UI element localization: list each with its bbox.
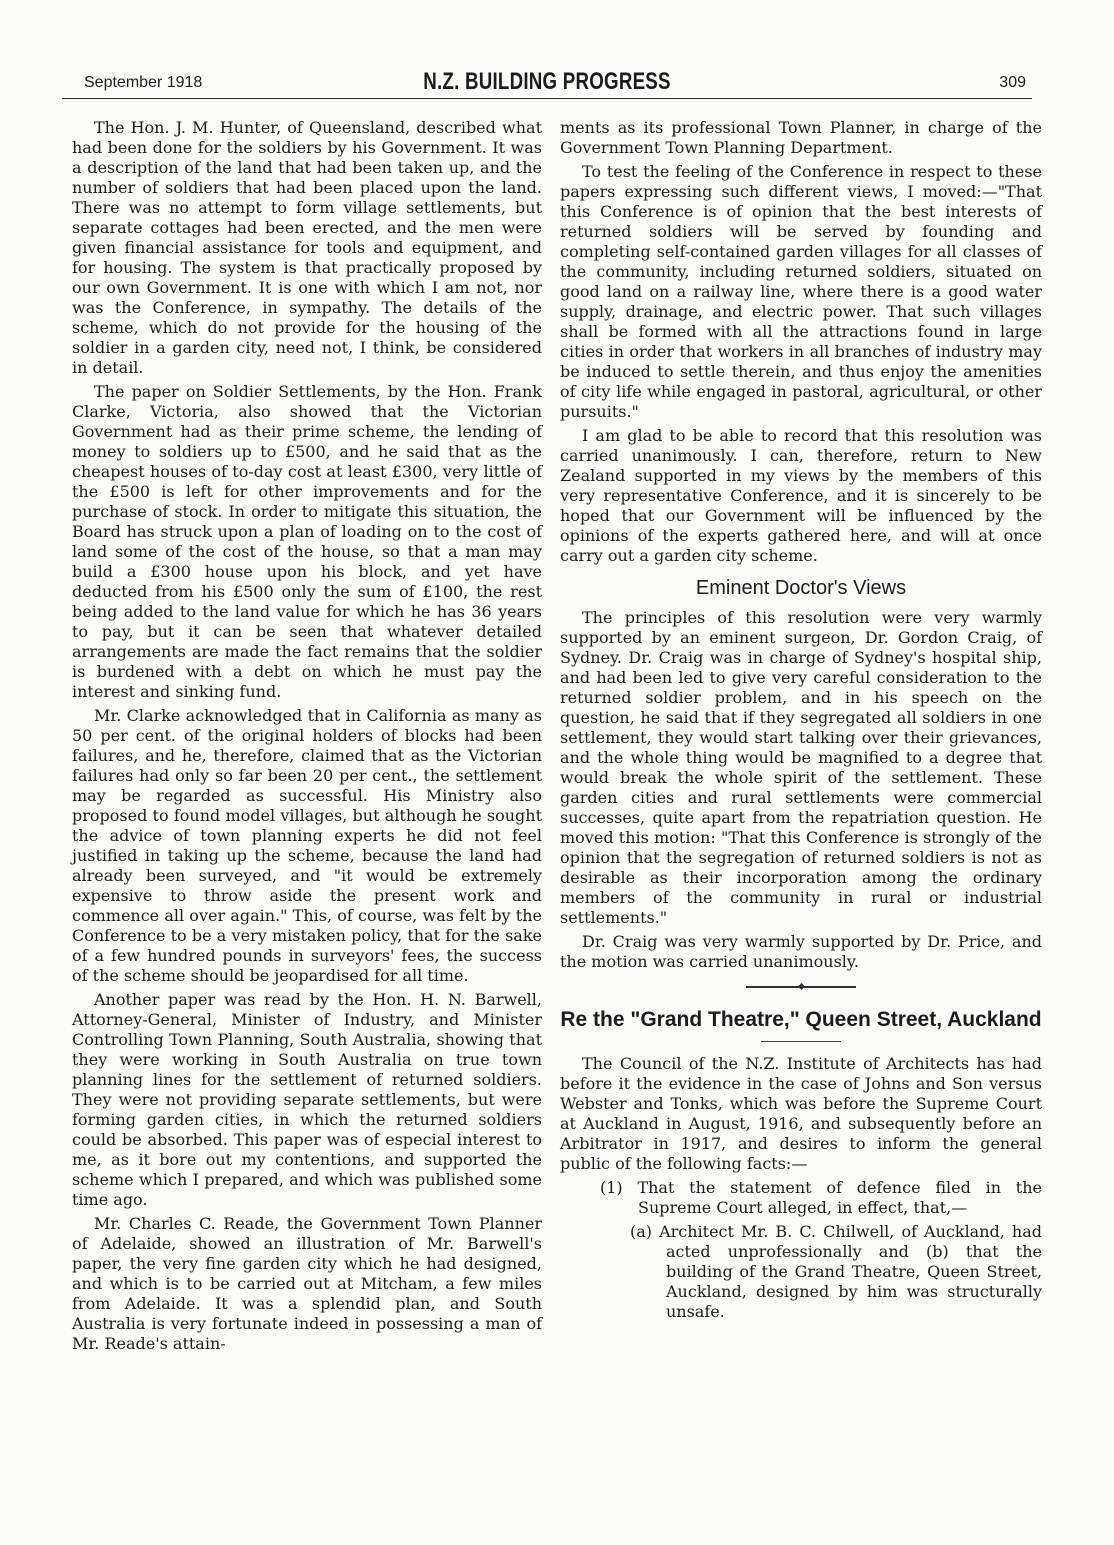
publication-title: N.Z. BUILDING PROGRESS bbox=[423, 68, 671, 95]
paragraph: To test the feeling of the Conference in respect to these papers expressing such different views, I moved:—"That this Conference is of opinion that the best interests of returned soldiers will be served by founding and completing self-contained garden villages for all classes of the community, including returned soldiers, situated on good land on a railway line, where there is a good water supply, drainage, and electric power. That such villages shall be formed with all the attractions found in large cities in order that workers in all branches of industry may be induced to settle therein, and thus enjoy the amenities of city life while engaged in pastoral, agricultural, or other pursuits." bbox=[560, 162, 1042, 421]
right-column bbox=[560, 118, 1042, 1322]
paragraph: Dr. Craig was very warmly supported by Dr. Price, and the motion was carried unanimously. bbox=[560, 932, 1042, 971]
paragraph-continuation: ments as its professional Town Planner, in charge of the Government Town Planning Department. bbox=[560, 118, 1042, 157]
issue-date: September 1918 bbox=[84, 74, 203, 91]
paragraph: The Hon. J. M. Hunter, of Queensland, described what had been done for the soldiers by his Government. It was a description of the land that had been taken up, and the number of soldiers that had been placed upon the land. There was no attempt to form village settlements, but separate cottages had been erected, and the men were given financial assistance for tools and equipment, and for housing. The system is that practically proposed by our own Government. It is one with which I am not, nor was the Conference, in sympathy. The details of the scheme, which do not provide for the housing of the soldier in a garden city, need not, I think, be considered in detail. bbox=[72, 118, 542, 377]
list-item: (1) That the statement of defence filed in the Supreme Court alleged, in effect, that,— bbox=[600, 1177, 1042, 1217]
page-header bbox=[62, 68, 1032, 99]
paragraph: The paper on Soldier Settlements, by the Hon. Frank Clarke, Victoria, also showed that the Victorian Government had as their prime scheme, the lending of money to soldiers up to £500, and he said that as the cheapest houses of to-day cost at least £300, very little of the £500 is left for other improvements and for the purchase of stock. In order to mitigate this situation, the Board has struck upon a plan of loading on to the cost of land some of the cost of the house, so that a man may build a £300 house upon his block, and yet have deducted from his £500 only the sum of £100, the rest being added to the land value for which he has 36 years to pay, but it can be seen that whatever detailed arrangements are made the fact remains that the soldier is burdened with a debt on which he must pay the interest and sinking fund. bbox=[72, 382, 542, 701]
paragraph: I am glad to be able to record that this resolution was carried unanimously. I can, therefore, return to New Zealand supported in my views by the members of this very representative Conference, and it is sincerely to be hoped that our Government will be influenced by the opinions of the experts gathered here, and will at once carry out a garden city scheme. bbox=[560, 426, 1042, 565]
title-rule bbox=[761, 1041, 841, 1042]
paragraph: Mr. Charles C. Reade, the Government Town Planner of Adelaide, showed an illustration of Mr. Barwell's paper, the very fine garden city which he had designed, and which is to be carried out at Mitcham, a few miles from Adelaide. It was a splendid plan, and South Australia is very fortunate indeed in possessing a man of Mr. Reade's attain- bbox=[72, 1214, 542, 1353]
left-column bbox=[72, 118, 542, 1358]
paragraph: The principles of this resolution were very warmly supported by an eminent surgeon, Dr. Gordon Craig, of Sydney. Dr. Craig was in charge of Sydney's hospital ship, and had been led to give very careful consideration to the returned soldier problem, and in his speech on the question, he said that if they segregated all soldiers in one settlement, they would start talking over their grievances, and the whole thing would be magnified to a degree that would break the whole spirit of the settlement. These garden cities and rural settlements were commercial successes, quite apart from the repatriation question. He moved this motion: "That this Conference is strongly of the opinion that the segregation of returned soldiers is not as desirable as their incorporation among the ordinary members of the community in rural or industrial settlements." bbox=[560, 608, 1042, 927]
paragraph: The Council of the N.Z. Institute of Architects has had before it the evidence in the case of Johns and Son versus Webster and Tonks, which was before the Supreme Court at Auckland in August, 1916, and subsequently before an Arbitrator in 1917, and desires to inform the general public of the following facts:— bbox=[560, 1053, 1042, 1173]
section-title: Re the "Grand Theatre," Queen Street, Auckland bbox=[560, 1007, 1042, 1031]
page-number: 309 bbox=[999, 74, 1026, 91]
list-subitem: (a) Architect Mr. B. C. Chilwell, of Auckland, had acted unprofessionally and (b) that the building of the Grand Theatre, Queen Street, Auckland, designed by him was structurally unsafe. bbox=[630, 1221, 1042, 1321]
section-divider bbox=[560, 986, 1042, 988]
paragraph: Mr. Clarke acknowledged that in California as many as 50 per cent. of the original holders of blocks had been failures, and he, therefore, claimed that as the Victorian failures had only so far been 20 per cent., the settlement may be regarded as successful. His Ministry also proposed to found model villages, but although he sought the advice of town planning experts he did not feel justified in taking up the scheme, because the land had already been surveyed, and "it would be extremely expensive to throw aside the present work and commence all over again." This, of course, was felt by the Conference to be a very mistaken policy, that for the sake of a few hundred pounds in surveyors' fees, the success of the scheme should be jeopardised for all time. bbox=[72, 706, 542, 985]
subheading: Eminent Doctor's Views bbox=[695, 577, 907, 599]
paragraph: Another paper was read by the Hon. H. N. Barwell, Attorney-General, Minister of Industry, and Minister Controlling Town Planning, South Australia, showing that they were working in South Australia on true town planning lines for the settlement of returned soldiers. They were not providing separate settlements, but were forming garden cities, in which the returned soldiers could be absorbed. This paper was of especial interest to me, as it bore out my contentions, and supported the scheme which I prepared, and which was published some time ago. bbox=[72, 990, 542, 1209]
